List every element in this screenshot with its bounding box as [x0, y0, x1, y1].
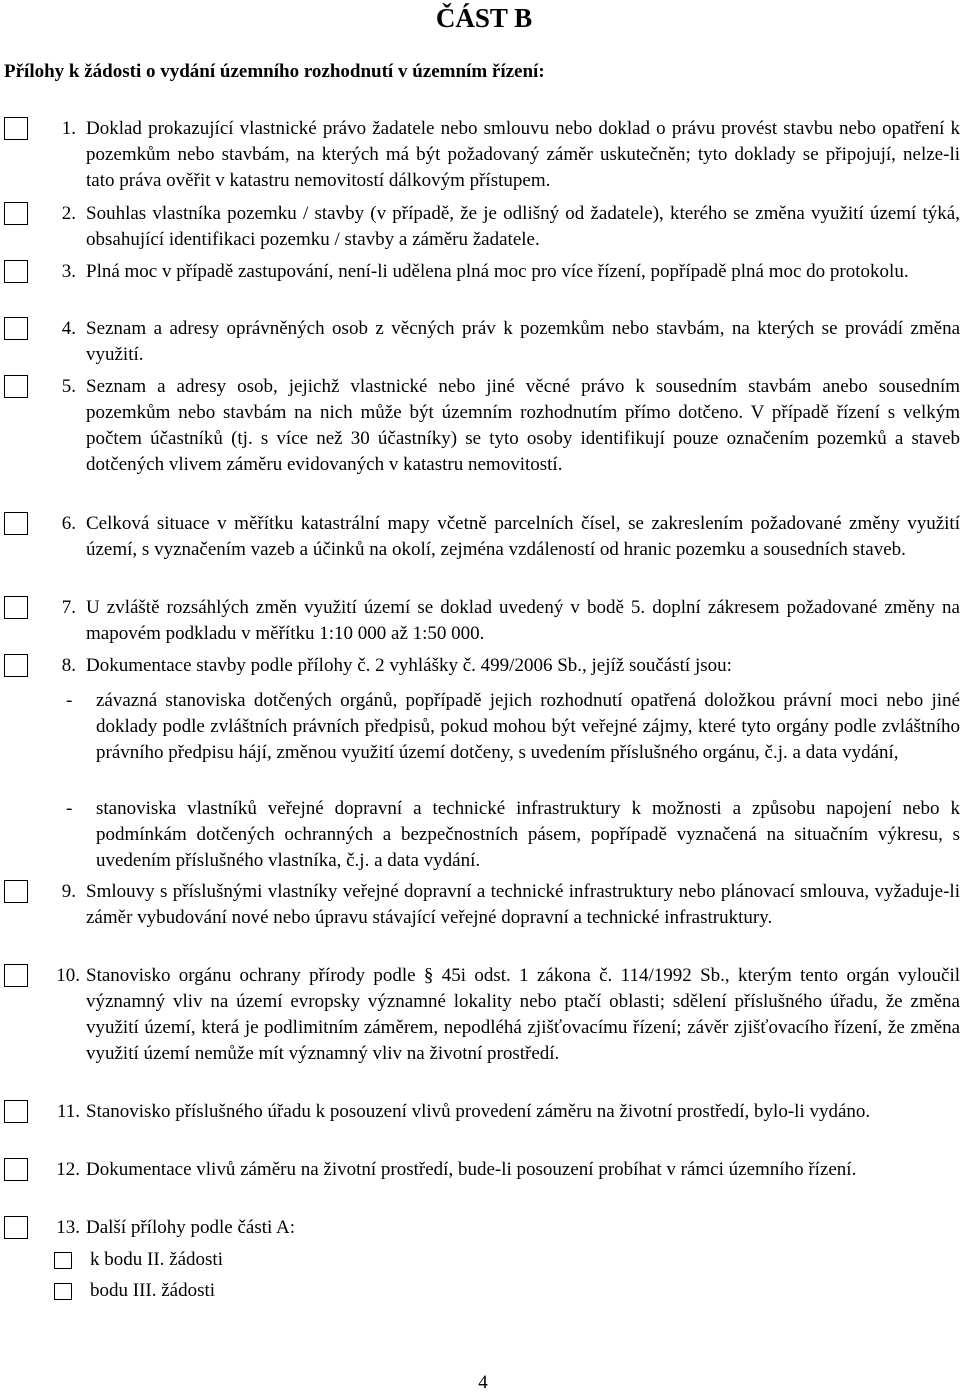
- item-5-text: Seznam a adresy osob, jejichž vlastnické nebo jiné věcné právo k sousedním stavbám anebo sousedním pozemkům nebo stavbám na nich může být územním rozhodnutím přímo dotčeno. V případě řízení s velkým počtem účastníků (tj. s více než 30 účastníky) se tyto osoby identifikují pouze označením pozemků a staveb dotčených vlivem záměru evidovaných v katastru nemovitostí.: [86, 376, 960, 475]
- item-7-number: 7.: [61, 597, 76, 618]
- item-8-text: Dokumentace stavby podle přílohy č. 2 vyhlášky č. 499/2006 Sb., jejíž součástí jsou:: [86, 655, 732, 676]
- item-11-checkbox[interactable]: [4, 1100, 28, 1123]
- item-2-number: 2.: [61, 203, 76, 224]
- item-4-number: 4.: [61, 318, 76, 339]
- item-13-sub-1-label: k bodu II. žádosti: [90, 1249, 223, 1270]
- item-6-checkbox[interactable]: [4, 512, 28, 535]
- item-8-sub-2-dash: -: [66, 798, 73, 819]
- item-8-sub-1-text: závazná stanoviska dotčených orgánů, popřípadě jejich rozhodnutí opatřená doložkou právní moci nebo jiné doklady podle zvláštních právních předpisů, pokud mohou být veřejné zájmy, které tyto orgány podle zvláštního právního předpisu hájí, změnou využití území dotčeny, s uvedením příslušného orgánu, č.j. a data vydání,: [96, 690, 960, 763]
- item-1-text: Doklad prokazující vlastnické právo žadatele nebo smlouvu nebo doklad o právu provést stavbu nebo opatření k pozemkům nebo stavbám, na kterých má být požadovaný záměr uskutečněn; tyto doklady se připojují, nelze-li tato práva ověřit v katastru nemovitostí dálkovým přístupem.: [86, 118, 960, 191]
- item-6-number: 6.: [61, 513, 76, 534]
- item-5-checkbox[interactable]: [4, 375, 28, 398]
- item-8-number: 8.: [61, 655, 76, 676]
- item-2-checkbox[interactable]: [4, 202, 28, 225]
- item-3-number: 3.: [61, 261, 76, 282]
- item-10-checkbox[interactable]: [4, 964, 28, 987]
- item-13-sub-1-checkbox[interactable]: [54, 1252, 72, 1269]
- item-1-checkbox[interactable]: [4, 117, 28, 140]
- item-4-text: Seznam a adresy oprávněných osob z věcných práv k pozemkům nebo stavbám, na kterých se provádí změna využití.: [86, 318, 960, 365]
- item-9-checkbox[interactable]: [4, 880, 28, 903]
- page-number: 4: [478, 1372, 488, 1393]
- item-10-number: 10.: [56, 965, 80, 986]
- page-title: ČÁST B: [435, 3, 533, 33]
- item-6-text: Celková situace v měřítku katastrální mapy včetně parcelních čísel, se zakreslením požadované změny využití území, s vyznačením vazeb a účinků na okolí, zejména vzdáleností od hranic pozemku a sousedních staveb.: [86, 513, 960, 560]
- item-2-text: Souhlas vlastníka pozemku / stavby (v případě, že je odlišný od žadatele), kterého se změna využití území týká, obsahující identifikaci pozemku / stavby a záměru žadatele.: [86, 203, 960, 250]
- item-13-checkbox[interactable]: [4, 1216, 28, 1239]
- item-1-number: 1.: [61, 118, 76, 139]
- item-13-text: Další přílohy podle části A:: [86, 1217, 295, 1238]
- item-7-text: U zvláště rozsáhlých změn využití území se doklad uvedený v bodě 5. doplní zákresem požadované změny na mapovém podkladu v měřítku 1:10 000 až 1:50 000.: [86, 597, 960, 644]
- item-4-checkbox[interactable]: [4, 317, 28, 340]
- item-13-sub-2-checkbox[interactable]: [54, 1283, 72, 1300]
- item-12-number: 12.: [56, 1159, 80, 1180]
- item-3-text: Plná moc v případě zastupování, není-li udělena plná moc pro více řízení, popřípadě plná moc do protokolu.: [86, 261, 909, 282]
- item-5-number: 5.: [61, 376, 76, 397]
- item-9-text: Smlouvy s příslušnými vlastníky veřejné dopravní a technické infrastruktury nebo plánovací smlouva, vyžaduje-li záměr vybudování nové nebo úpravu stávající veřejné dopravní a technické infrastruktury.: [86, 881, 960, 928]
- item-7-checkbox[interactable]: [4, 596, 28, 619]
- item-3-checkbox[interactable]: [4, 260, 28, 283]
- item-8-sub-1-dash: -: [66, 690, 73, 711]
- item-8-sub-2-text: stanoviska vlastníků veřejné dopravní a technické infrastruktury k možnosti a způsobu napojení nebo k podmínkám dotčených ochranných a bezpečnostních pásem, popřípadě vyznačená na situačním výkresu, s uvedením příslušného vlastníka, č.j. a data vydání.: [96, 798, 960, 871]
- item-9-number: 9.: [61, 881, 76, 902]
- item-12-text: Dokumentace vlivů záměru na životní prostředí, bude-li posouzení probíhat v rámci územního řízení.: [86, 1159, 857, 1180]
- item-8-checkbox[interactable]: [4, 654, 28, 677]
- item-11-number: 11.: [56, 1101, 80, 1122]
- item-11-text: Stanovisko příslušného úřadu k posouzení vlivů provedení záměru na životní prostředí, bylo-li vydáno.: [86, 1101, 871, 1122]
- item-13-number: 13.: [56, 1217, 80, 1238]
- item-12-checkbox[interactable]: [4, 1158, 28, 1181]
- item-10-text: Stanovisko orgánu ochrany přírody podle § 45i odst. 1 zákona č. 114/1992 Sb., kterým tento orgán vyloučil významný vliv na území evropsky významné lokality nebo ptačí oblasti; sdělení příslušného úřadu, že změna využití území, která je podlimitním záměrem, nepodléhá zjišťovacímu řízení; závěr zjišťovacího řízení, že změna využití území nemůže mít významný vliv na životní prostředí.: [86, 965, 960, 1064]
- attachments-heading: Přílohy k žádosti o vydání územního rozhodnutí v územním řízení:: [4, 61, 545, 82]
- item-13-sub-2-label: bodu III. žádosti: [90, 1280, 216, 1301]
